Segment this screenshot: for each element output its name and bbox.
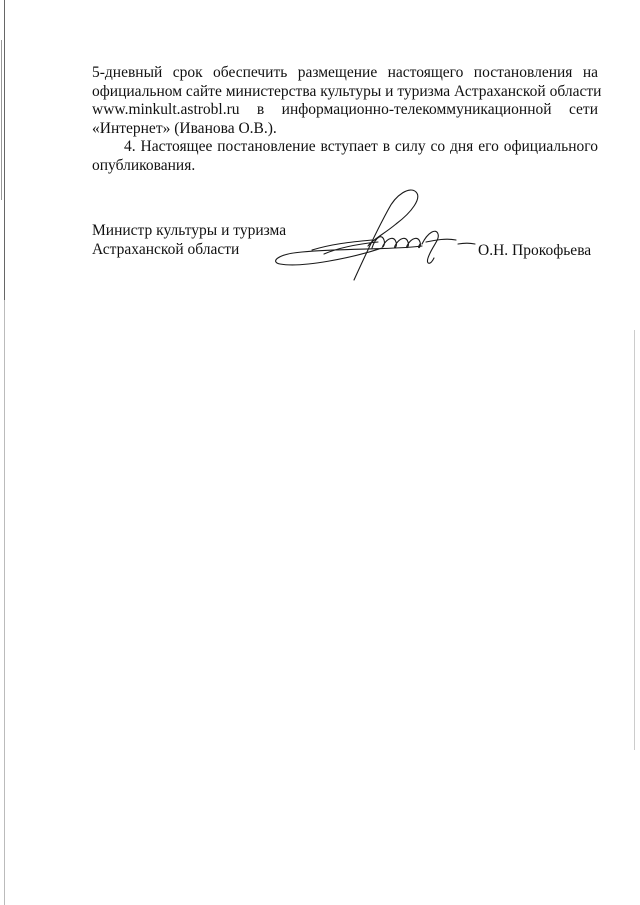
signer-name: О.Н. Прокофьева <box>478 242 592 259</box>
signature-block <box>92 222 598 292</box>
signer-role-line: Астраханской области <box>92 240 240 258</box>
text-line: опубликования. <box>92 156 196 174</box>
text-line: 5-дневный срок обеспечить размещение настоящего постановления на <box>92 64 598 81</box>
text-line: 4. Настоящее постановление вступает в силу со дня его официального <box>124 138 598 155</box>
scan-edge-right <box>634 330 635 750</box>
handwritten-signature-icon <box>272 188 477 288</box>
signer-role-line: Министр культуры и туризма <box>92 222 287 239</box>
scan-edge-left-mark <box>1 40 2 200</box>
paragraph-publication <box>92 64 602 138</box>
body-text <box>92 64 602 175</box>
scan-edge-left <box>4 0 5 905</box>
signer-role <box>92 222 286 259</box>
text-line: www.minkult.astrobl.ru в информационно-телекоммуникационной сети <box>92 101 598 118</box>
paragraph-effective-date <box>92 138 598 175</box>
text-line: официальном сайте министерства культуры и туризма Астраханской области <box>92 82 602 100</box>
text-line: «Интернет» (Иванова О.В.). <box>92 119 277 137</box>
